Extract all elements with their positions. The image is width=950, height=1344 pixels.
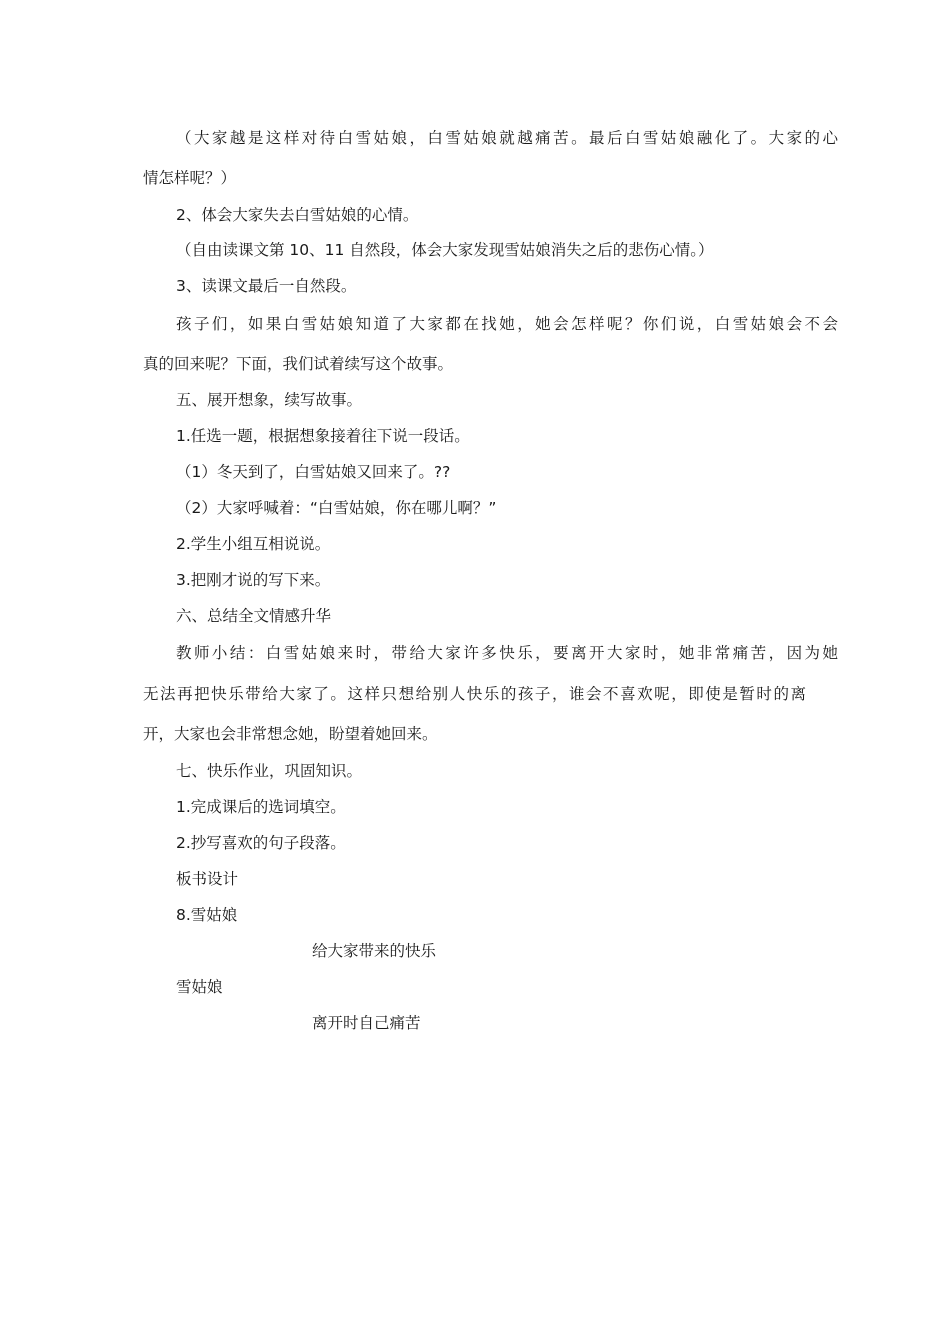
- board-title: 8.雪姑娘: [176, 906, 238, 924]
- paragraph-line: （自由读课文第 10、11 自然段，体会大家发现雪姑娘消失之后的悲伤心情。）: [176, 241, 714, 259]
- section-heading: 七、快乐作业，巩固知识。: [176, 762, 363, 780]
- paragraph-line: 3、读课文最后一自然段。: [176, 277, 357, 295]
- section-heading: 六、总结全文情感升华: [176, 607, 332, 625]
- list-item: 2.抄写喜欢的句子段落。: [176, 834, 346, 852]
- paragraph-line: （大家越是这样对待白雪姑娘，白雪姑娘就越痛苦。最后白雪姑娘融化了。大家的心: [176, 129, 838, 147]
- board-item: 离开时自己痛苦: [312, 1014, 421, 1032]
- paragraph-line: 孩子们，如果白雪姑娘知道了大家都在找她，她会怎样呢？你们说，白雪姑娘会不会: [176, 315, 838, 333]
- paragraph-line: 开，大家也会非常想念她，盼望着她回来。: [143, 725, 438, 743]
- paragraph-line: 无法再把快乐带给大家了。这样只想给别人快乐的孩子，谁会不喜欢呢，即使是暂时的离: [143, 685, 806, 703]
- paragraph-line: 真的回来呢？下面，我们试着续写这个故事。: [143, 355, 454, 373]
- section-heading: 五、展开想象，续写故事。: [176, 391, 363, 409]
- board-item: 雪姑娘: [176, 978, 223, 996]
- paragraph-line: 情怎样呢？）: [143, 169, 237, 187]
- list-item: 3.把刚才说的写下来。: [176, 571, 331, 589]
- section-heading: 板书设计: [176, 870, 239, 888]
- paragraph-line: 教师小结：白雪姑娘来时，带给大家许多快乐，要离开大家时，她非常痛苦，因为她: [176, 644, 838, 662]
- paragraph-line: 2、体会大家失去白雪姑娘的心情。: [176, 206, 419, 224]
- list-item: 2.学生小组互相说说。: [176, 535, 331, 553]
- board-item: 给大家带来的快乐: [312, 942, 437, 960]
- list-item: （1）冬天到了，白雪姑娘又回来了。??: [176, 463, 451, 481]
- list-item: （2）大家呼喊着：“白雪姑娘，你在哪儿啊？”: [176, 499, 497, 517]
- list-item: 1.任选一题，根据想象接着往下说一段话。: [176, 427, 470, 445]
- list-item: 1.完成课后的选词填空。: [176, 798, 346, 816]
